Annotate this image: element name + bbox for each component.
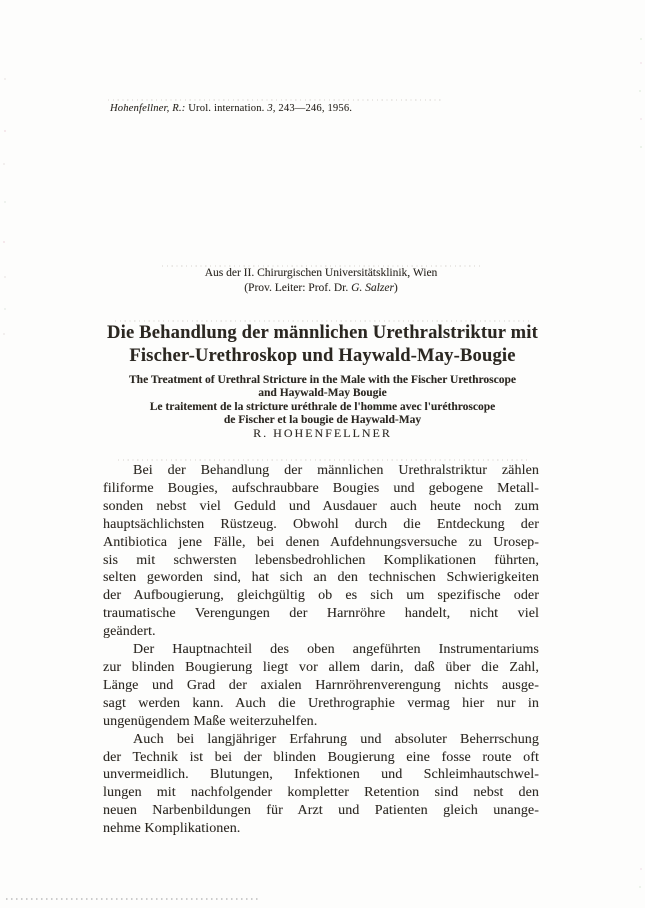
body-text-line: sagt werden kann. Auch die Urethrographie vermag hier nur in <box>103 695 539 711</box>
citation-journal: Urol. internation. <box>188 103 265 114</box>
scan-speck <box>640 62 642 64</box>
body-text-line: Der Hauptnachteil des oben angeführten Instrumentariums <box>133 642 539 658</box>
scan-artifact-bottom-edge <box>6 898 258 900</box>
scan-speck <box>640 118 642 120</box>
title-french-line: de Fischer et la bougie de Haywald-May <box>223 414 422 427</box>
scan-speck <box>3 241 5 243</box>
body-text-line: sis mit schwersten lebensbedrohlichen Komplikationen führten, <box>103 552 539 568</box>
scan-speck <box>4 201 6 203</box>
scan-artifact-dotrow <box>108 99 444 101</box>
article-body <box>103 462 539 838</box>
author-name: R. HOHENFELLNER <box>253 426 392 440</box>
body-text-line: Auch bei langjähriger Erfahrung und absoluter Beherrschung <box>133 731 539 747</box>
scan-speck <box>640 868 642 870</box>
citation-pages: 243—246, 1956. <box>278 103 353 114</box>
affiliation-closing-paren: ) <box>393 282 398 294</box>
journal-citation <box>110 103 540 114</box>
article-title-english <box>0 374 645 401</box>
body-text-line: traumatische Verengungen der Harnröhre handelt, nicht viel <box>103 606 539 622</box>
title-german-line: Fischer-Urethroskop und Haywald-May-Bougie <box>129 346 516 366</box>
body-text-line: neuen Narbenbildungen für Arzt und Patienten gleich unange- <box>103 803 539 819</box>
title-english-line: The Treatment of Urethral Stricture in the Male with the Fischer Urethroscope <box>129 374 516 386</box>
body-text-line: nehme Komplikationen. <box>103 821 241 837</box>
scan-artifact-dotrow <box>118 459 530 461</box>
citation-author: Hohenfellner, R.: <box>110 103 186 114</box>
affiliation-line: Aus der II. Chirurgischen Universitätsklinik, Wien <box>204 267 438 279</box>
scan-speck <box>640 38 642 40</box>
body-text-line: hauptsächlichsten Rüstzeug. Obwohl durch die Entdeckung der <box>103 516 539 532</box>
body-text-line: Bei der Behandlung der männlichen Urethralstriktur zählen <box>133 463 539 478</box>
title-german-line: Die Behandlung der männlichen Urethralstriktur mit <box>107 323 538 343</box>
body-text-line: ungenügendem Maße weiterzuhelfen. <box>103 713 318 729</box>
scan-speck <box>640 146 642 148</box>
citation-volume: 3, <box>267 103 276 114</box>
body-text-line: der Technik ist bei der blinden Bougierung eine fosse route oft <box>103 749 539 765</box>
scan-speck <box>3 163 5 165</box>
affiliation-leader-name: G. Salzer <box>351 282 394 294</box>
body-text-line: zur blinden Bougierung liegt vor allem darin, daß über die Zahl, <box>103 659 539 675</box>
article-title-french <box>0 401 645 428</box>
body-text-line: lungen mit nachfolgender kompletter Retention sind nebst den <box>103 785 539 801</box>
body-text-line: der Aufbougierung, gleichgültig ob es sich um spezifische oder <box>103 588 539 604</box>
body-text-line: selten geworden sind, hat sich an den technischen Schwierigkeiten <box>103 570 539 586</box>
scan-speck <box>4 276 6 278</box>
scan-speck <box>4 130 6 132</box>
scan-speck <box>4 308 6 310</box>
affiliation-block <box>103 266 539 296</box>
body-text-line: Antibiotica jene Fälle, bei denen Aufdehnungsversuche zu Urosep- <box>103 534 539 550</box>
scan-speck <box>4 78 6 80</box>
body-text-line: filiforme Bougies, aufschraubbare Bougies und gebogene Metall- <box>103 480 539 496</box>
title-english-line: and Haywald-May Bougie <box>258 387 387 400</box>
title-french-line: Le traitement de la stricture uréthrale de l'homme avec l'uréthroscope <box>149 401 496 413</box>
scan-speck <box>639 886 641 888</box>
affiliation-leader-line <box>103 281 539 296</box>
body-text-line: unvermeidlich. Blutungen, Infektionen und Schleimhautschwel- <box>103 767 539 783</box>
article-title-german <box>0 322 645 368</box>
scan-speck <box>639 90 641 92</box>
body-text-line: Länge und Grad der axialen Harnröhrenverengung nichts ausge- <box>103 677 539 693</box>
body-text-line: sonden nebst viel Geduld und Ausdauer auch heute noch zum <box>103 498 539 514</box>
affiliation-leader-prefix: (Prov. Leiter: Prof. Dr. <box>244 282 349 294</box>
body-text-line: geändert. <box>103 624 156 640</box>
